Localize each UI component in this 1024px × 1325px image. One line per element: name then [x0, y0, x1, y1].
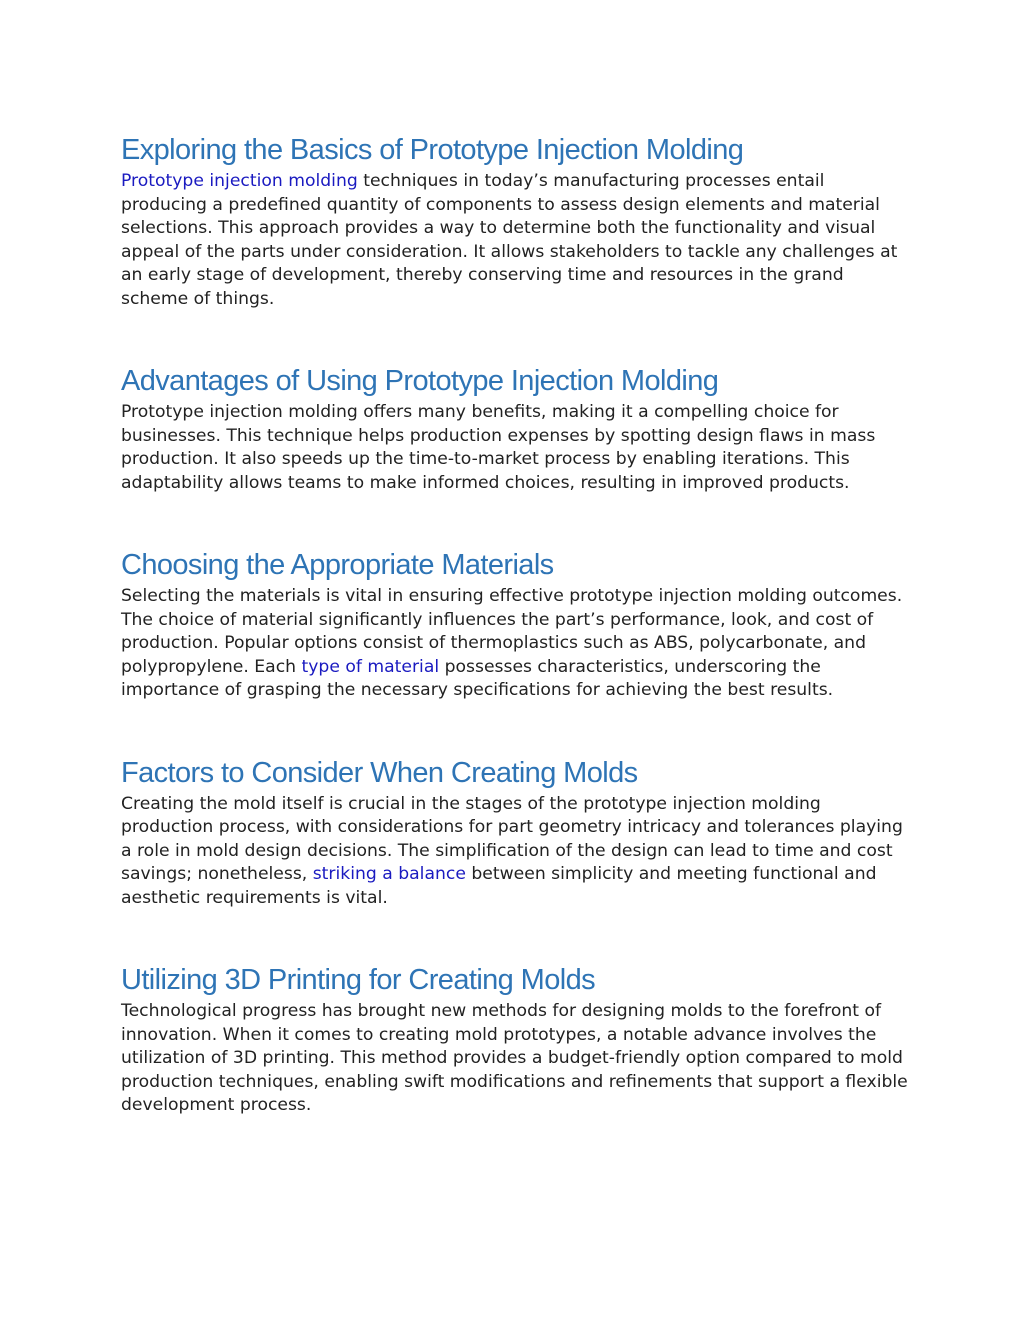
section-paragraph: [121, 585, 911, 703]
paragraph-text: possesses characteristics, underscoring the importance of grasping the necessary specifications for achieving the best results.: [121, 656, 834, 700]
section-mold-factors: [121, 755, 911, 911]
section-heading: Advantages of Using Prototype Injection Molding: [121, 365, 719, 397]
section-paragraph: Prototype injection molding offers many benefits, making it a compelling choice for businesses. This technique helps production expenses by spotting design flaws in mass production. It also speeds up the time-to-market process by enabling iterations. This adaptability allows teams to make informed choices, resulting in improved products.: [121, 402, 876, 493]
paragraph-text: techniques in today’s manufacturing processes entail producing a predefined quantity of components to assess design elements and material selections. This approach provides a way to determine both the functionality and visual appeal of the parts under consideration. It allows stakeholders to tackle any challenges at an early stage of development, thereby conserving time and resources in the grand scheme of things.: [121, 171, 898, 309]
section-heading: Choosing the Appropriate Materials: [121, 549, 554, 581]
section-advantages: [121, 363, 911, 495]
section-3d-printing: [121, 962, 911, 1118]
section-heading: Exploring the Basics of Prototype Injection Molding: [121, 134, 744, 166]
section-heading: Factors to Consider When Creating Molds: [121, 756, 638, 789]
section-paragraph: [121, 793, 911, 911]
section-materials: [121, 547, 911, 703]
paragraph-text: between simplicity and meeting functional and aesthetic requirements is vital.: [121, 864, 877, 908]
striking-a-balance-link[interactable]: striking a balance: [312, 864, 466, 884]
section-heading: Utilizing 3D Printing for Creating Molds: [121, 964, 596, 996]
section-paragraph: [121, 170, 911, 311]
prototype-injection-molding-link[interactable]: Prototype injection molding: [121, 171, 358, 191]
document-page: [121, 132, 911, 1170]
section-basics: [121, 132, 911, 311]
paragraph-text: Selecting the materials is vital in ensuring effective prototype injection molding outcomes. The choice of material significantly influences the part’s performance, look, and cost of production. Popular options consist of thermoplastics such as ABS, polycarbonate, and polypropylene. Each: [121, 586, 903, 677]
paragraph-text: Creating the mold itself is crucial in the stages of the prototype injection molding production process, with considerations for part geometry intricacy and tolerances playing a role in mold design decisions. The simplification of the design can lead to time and cost savings; nonetheless,: [121, 793, 903, 884]
section-paragraph: Technological progress has brought new methods for designing molds to the forefront of innovation. When it comes to creating mold prototypes, a notable advance involves the utilization of 3D printing. This method provides a budget-friendly option compared to mold production techniques, enabling swift modifications and refinements that support a flexible development process.: [121, 1001, 908, 1115]
type-of-material-link[interactable]: type of material: [301, 656, 440, 677]
